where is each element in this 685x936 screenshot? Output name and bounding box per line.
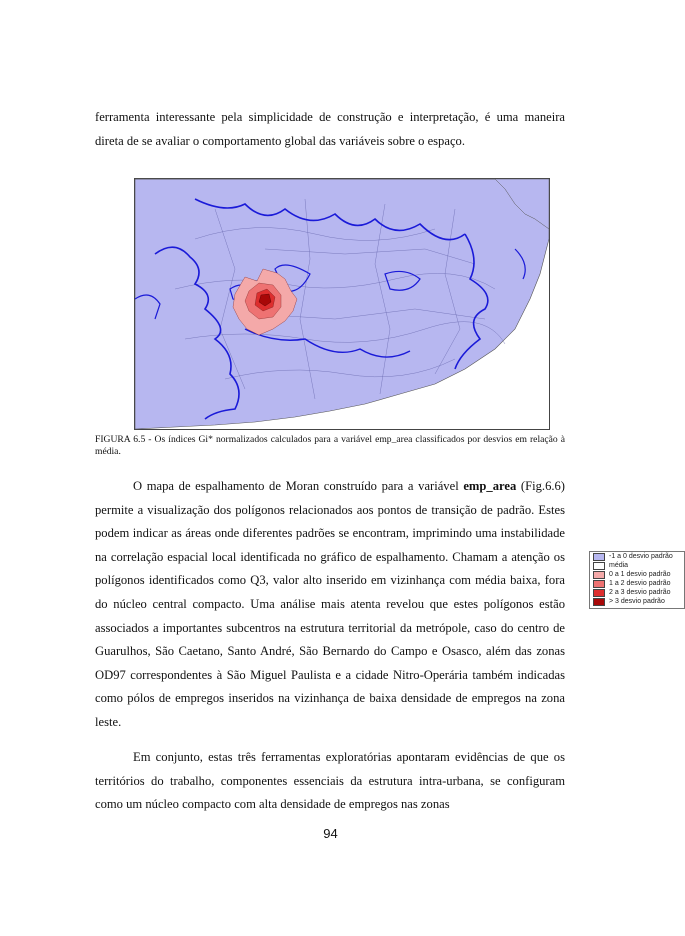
legend-label: média (609, 562, 629, 569)
legend-item (590, 579, 684, 588)
legend-swatch (593, 571, 605, 579)
legend-label: > 3 desvio padrão (609, 598, 665, 605)
legend-label: -1 a 0 desvio padrão (609, 553, 673, 560)
legend-swatch (593, 589, 605, 597)
legend-swatch (593, 553, 605, 561)
intro-paragraph: ferramenta interessante pela simplicidade de construção e interpretação, é uma maneira direta de se avaliar o comportamento global das variáveis sobre o espaço. (95, 110, 565, 148)
legend-swatch (593, 562, 605, 570)
variable-name: emp_area (463, 479, 517, 493)
legend-item (590, 597, 684, 606)
figure-caption: FIGURA 6.5 - Os índices Gi* normalizados calculados para a variável emp_area classificados por desvios em relação à média. (95, 434, 565, 457)
legend-item (590, 561, 684, 570)
legend-item (590, 588, 684, 597)
page-number: 94 (323, 826, 338, 841)
legend-label: 1 a 2 desvio padrão (609, 580, 671, 587)
legend-label: 2 a 3 desvio padrão (609, 589, 671, 596)
map-legend (589, 551, 685, 609)
legend-swatch (593, 598, 605, 606)
moran-paragraph (95, 475, 565, 735)
moran-text-after: (Fig.6.6) permite a visualização dos polígonos relacionados aos pontos de transição de padrão. Estes podem indicar as áreas onde diferentes padrões se encontram, imprimindo uma instabilidade na correlação espacial local identificada no gráfico de espalhamento. Chamam a atenção os polígonos identificados como Q3, valor alto inserido em vizinhança com média baixa, fora do núcleo central compacto. Uma análise mais atenta revelou que estes polígonos estão associados a importantes subcentros na estrutura territorial da metrópole, caso do centro de Guarulhos, São Caetano, Santo André, São Bernardo do Campo e Osasco, além das zonas OD97 correspondentes à São Miguel Paulista e a cidade Nitro-Operária também indicadas como pólos de empregos inseridos na vizinhança de baixa densidade de empregos na zona leste. (95, 479, 565, 729)
legend-item (590, 552, 684, 561)
legend-label: 0 a 1 desvio padrão (609, 571, 671, 578)
legend-swatch (593, 580, 605, 588)
moran-text-before: O mapa de espalhamento de Moran construído para a variável (133, 479, 464, 493)
final-paragraph: Em conjunto, estas três ferramentas exploratórias apontaram evidências de que os territórios do trabalho, componentes essenciais da estrutura intra-urbana, se configuram como um núcleo compacto com alta densidade de empregos nas zonas (95, 750, 565, 812)
choropleth-map (135, 179, 549, 429)
legend-item (590, 570, 684, 579)
